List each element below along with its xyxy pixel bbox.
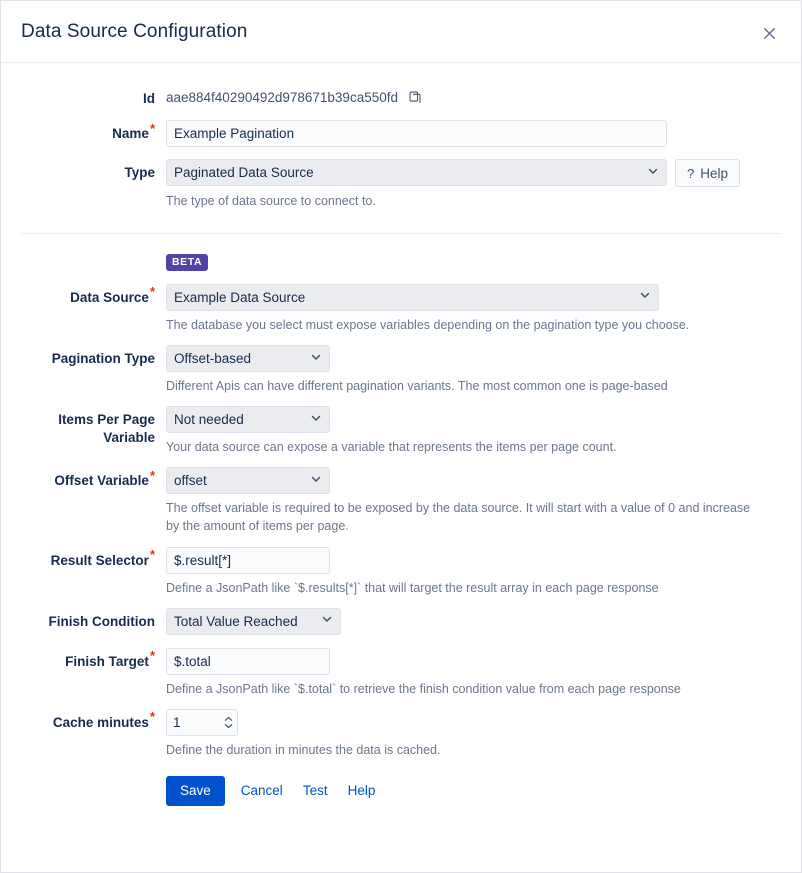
type-help-label: Help <box>700 165 728 181</box>
finish-condition-select-wrap <box>166 608 341 635</box>
field-row-items-per-page <box>21 406 781 467</box>
field-label-id <box>21 85 166 108</box>
field-description-offset-variable: The offset variable is required to be exposed by the data source. It will start with a value of 0 and increase by the amount of items per page. <box>166 501 751 534</box>
close-icon <box>762 26 777 41</box>
field-label-finish-target <box>21 648 166 671</box>
label-text-id: Id <box>143 91 155 106</box>
help-link[interactable]: Help <box>338 776 386 806</box>
status-badge: BETA <box>166 254 208 271</box>
required-marker-finish-target: * <box>149 648 155 664</box>
required-marker-name: * <box>149 120 155 136</box>
offset-variable-select-wrap <box>166 467 330 494</box>
field-value-type <box>166 159 781 221</box>
field-value-pagination-type <box>166 345 781 406</box>
field-row-id <box>21 85 781 108</box>
items-per-page-select[interactable] <box>166 406 330 433</box>
page-title: Data Source Configuration <box>21 20 248 42</box>
field-description-type: The type of data source to connect to. <box>166 194 376 209</box>
field-row-data-source <box>21 284 781 345</box>
finish-target-input[interactable] <box>166 648 330 675</box>
field-value-result-selector <box>166 547 781 608</box>
required-marker-result-selector: * <box>149 547 155 563</box>
field-value-name <box>166 120 781 147</box>
data-source-select-wrap <box>166 284 659 311</box>
close-button[interactable] <box>753 17 785 49</box>
required-marker-offset-variable: * <box>149 467 155 483</box>
field-row-pagination-type <box>21 345 781 406</box>
field-label-finish-condition <box>21 608 166 631</box>
field-label-pagination-type <box>21 345 166 368</box>
required-marker-data-source: * <box>149 284 155 300</box>
beta-row <box>21 252 781 271</box>
type-select-wrap <box>166 159 667 186</box>
field-row-offset-variable <box>21 467 781 546</box>
field-label-items-per-page <box>21 406 166 447</box>
field-value-finish-condition <box>166 608 781 648</box>
field-row-name <box>21 120 781 147</box>
field-description-pagination-type: Different Apis can have different pagination variants. The most common one is page-based <box>166 379 668 394</box>
field-row-type <box>21 159 781 221</box>
field-description-result-selector: Define a JsonPath like `$.results[*]` that will target the result array in each page response <box>166 580 659 595</box>
dialog-body <box>1 63 801 872</box>
field-row-cache-minutes <box>21 709 781 770</box>
label-text-name: Name <box>112 126 149 142</box>
field-value-items-per-page <box>166 406 781 467</box>
label-text-type: Type <box>124 165 155 181</box>
actions-row <box>21 770 781 806</box>
label-text-pagination-type: Pagination Type <box>51 351 155 367</box>
actions-spacer <box>21 770 166 775</box>
type-help-button[interactable] <box>675 159 740 187</box>
field-label-offset-variable <box>21 467 166 490</box>
test-button[interactable]: Test <box>293 776 338 806</box>
dialog-header <box>1 1 801 63</box>
beta-badge-cell <box>166 252 781 271</box>
data-source-select[interactable] <box>166 284 659 311</box>
label-text-finish-condition: Finish Condition <box>48 613 155 629</box>
chevron-up-icon <box>224 716 233 722</box>
copy-glyph <box>408 90 423 105</box>
copy-icon[interactable] <box>406 88 424 106</box>
field-row-result-selector <box>21 547 781 608</box>
finish-condition-select[interactable] <box>166 608 341 635</box>
field-description-data-source: The database you select must expose variables depending on the pagination type you choose. <box>166 317 690 332</box>
field-label-result-selector <box>21 547 166 570</box>
id-value: aae884f40290492d978671b39ca550fd <box>166 89 398 105</box>
required-marker-cache-minutes: * <box>149 709 155 725</box>
field-description-items-per-page: Your data source can expose a variable that represents the items per page count. <box>166 440 617 455</box>
field-label-cache-minutes <box>21 709 166 732</box>
actions-cell <box>166 770 781 806</box>
label-text-result-selector: Result Selector <box>50 552 149 568</box>
result-selector-input[interactable] <box>166 547 330 574</box>
label-text-data-source: Data Source <box>70 289 149 305</box>
name-input[interactable] <box>166 120 667 147</box>
field-description-finish-target: Define a JsonPath like `$.total` to retrieve the finish condition value from each page response <box>166 681 681 696</box>
chevron-down-icon <box>224 723 233 729</box>
items-per-page-select-wrap <box>166 406 330 433</box>
field-label-type <box>21 159 166 182</box>
field-label-name <box>21 120 166 143</box>
label-text-items-per-page: Items Per Page Variable <box>58 412 155 446</box>
field-value-id <box>166 85 781 106</box>
label-text-offset-variable: Offset Variable <box>54 473 149 489</box>
label-text-finish-target: Finish Target <box>65 653 149 669</box>
section-divider <box>21 233 781 234</box>
type-select[interactable] <box>166 159 667 186</box>
field-value-finish-target <box>166 648 781 709</box>
question-icon: ? <box>687 165 695 181</box>
field-description-cache-minutes: Define the duration in minutes the data is cached. <box>166 742 441 757</box>
label-text-cache-minutes: Cache minutes <box>52 714 149 730</box>
cancel-button[interactable]: Cancel <box>231 776 293 806</box>
pagination-type-select-wrap <box>166 345 330 372</box>
field-value-cache-minutes <box>166 709 781 770</box>
offset-variable-select[interactable] <box>166 467 330 494</box>
field-row-finish-target <box>21 648 781 709</box>
cache-minutes-input[interactable] <box>167 710 220 735</box>
stepper-buttons[interactable] <box>220 710 237 735</box>
field-label-data-source <box>21 284 166 307</box>
field-value-offset-variable <box>166 467 781 546</box>
cache-minutes-stepper[interactable] <box>166 709 238 736</box>
pagination-type-select[interactable] <box>166 345 330 372</box>
field-row-finish-condition <box>21 608 781 648</box>
beta-spacer <box>21 252 166 271</box>
field-value-data-source <box>166 284 781 345</box>
save-button[interactable]: Save <box>166 776 225 806</box>
